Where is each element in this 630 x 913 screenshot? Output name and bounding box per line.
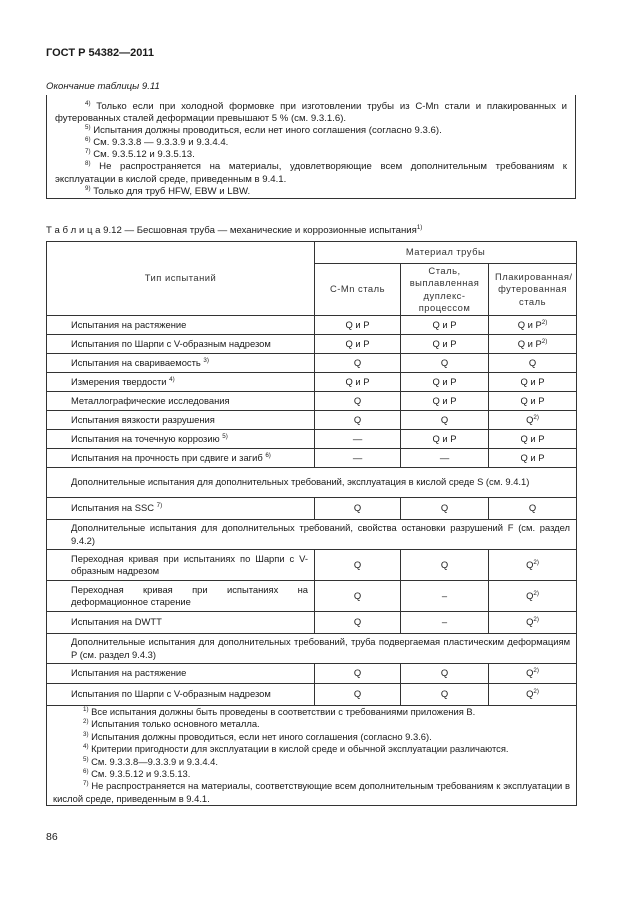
table-footnotes-row bbox=[47, 706, 577, 806]
footnote: $^{1)}$ Все испытания должны быть проведены в соответствии с требованиями приложения В. bbox=[83, 705, 476, 717]
section-row-s: Дополнительные испытания для дополнительных требований, эксплуатация в кислой среде S (см. 9.4.1) bbox=[47, 468, 577, 498]
section-row-p: Дополнительные испытания для дополнительных требований, труба подвергаемая пластическим деформациям P (см. раздел 9.4.3) bbox=[47, 634, 577, 664]
table-row: Металлографические исследования Q Q и P Q и P bbox=[47, 392, 577, 411]
page-number: 86 bbox=[46, 831, 58, 843]
section-row-f: Дополнительные испытания для дополнительных требований, свойства остановки разрушений F (см. раздел 9.4.2) bbox=[47, 520, 577, 550]
table-row: Испытания по Шарпи с V-образным надрезом Q Q $Q^{2)}$ bbox=[47, 684, 577, 706]
footnote: $^{2)}$ Испытания только основного металла. bbox=[83, 718, 260, 730]
table-row: Испытания на DWTT Q – $Q^{2)}$ bbox=[47, 612, 577, 634]
tests-table bbox=[46, 241, 577, 806]
footnote: $^{5)}$ См. 9.3.3.8—9.3.3.9 и 9.3.4.4. bbox=[83, 755, 218, 767]
footnote: $^{6)}$ См. 9.3.5.12 и 9.3.5.13. bbox=[83, 767, 191, 780]
header-clad-steel: Плакированная/футерованная сталь bbox=[489, 264, 577, 316]
table-row: Измерения твердости $^{4)}$ Q и P Q и P Q и P bbox=[47, 373, 577, 392]
previous-table-footnotes bbox=[46, 95, 576, 199]
footnote: $^{9)}$ Только для труб HFW, EBW и LBW. bbox=[85, 184, 251, 197]
table-row: Испытания на растяжение Q и P Q и P Q и $P^{2)}$ bbox=[47, 316, 577, 335]
footnote: $^{4)}$ Только если при холодной формовке при изготовлении трубы из C-Mn стали и плакированных и футерованных сталей деформации превышают 5 % (см. 9.3.1.6). bbox=[55, 99, 567, 125]
footnote: $^{7)}$ Не распространяется на материалы, соответствующие всем дополнительным требованиям к эксплуатации в кислой среде, приведенным в 9.4.1. bbox=[53, 780, 571, 804]
document-header: ГОСТ Р 54382—2011 bbox=[46, 47, 154, 59]
footnote: $^{6)}$ См. 9.3.3.8 — 9.3.3.9 и 9.3.4.4. bbox=[85, 136, 229, 149]
header-cmn-steel: C-Mn сталь bbox=[315, 264, 401, 316]
footnote: $^{3)}$ Испытания должны проводиться, если нет иного соглашения (согласно 9.3.6). bbox=[83, 730, 432, 742]
table-row: Переходная кривая при испытаниях по Шарпи с V-образным надрезом Q Q $Q^{2)}$ bbox=[47, 550, 577, 581]
header-duplex-steel: Сталь, выплавленная дуплекс-процессом bbox=[401, 264, 489, 316]
footnote: $^{4)}$ Критерии пригодности для эксплуатации в кислой среде и обычной эксплуатации различаются. bbox=[83, 743, 509, 755]
table-row: Испытания на свариваемость $^{3)}$ Q Q Q bbox=[47, 354, 577, 373]
table-row: Испытания на SSC $^{7)}$ Q Q Q bbox=[47, 498, 577, 520]
footnote: $^{7)}$ См. 9.3.5.12 и 9.3.5.13. bbox=[85, 148, 195, 161]
header-material: Материал трубы bbox=[315, 242, 577, 264]
table-row: Испытания по Шарпи с V-образным надрезом Q и P Q и P Q и $P^{2)}$ bbox=[47, 335, 577, 354]
table-continuation-label: Окончание таблицы 9.11 bbox=[46, 81, 160, 92]
table-row: Испытания на точечную коррозию $^{5)}$ — Q и P Q и P bbox=[47, 430, 577, 449]
table-caption: Т а б л и ц а 9.12 — Бесшовная труба — механические и коррозионные испытания$^{1)}$ bbox=[46, 223, 423, 236]
footnote: $^{5)}$ Испытания должны проводиться, если нет иного соглашения (согласно 9.3.6). bbox=[85, 124, 442, 137]
table-row: Испытания вязкости разрушения Q Q $Q^{2)}$ bbox=[47, 411, 577, 430]
table-row: Испытания на растяжение Q Q $Q^{2)}$ bbox=[47, 664, 577, 684]
header-test-type: Тип испытаний bbox=[47, 242, 315, 316]
table-row: Испытания на прочность при сдвиге и загиб $^{6)}$ — — Q и P bbox=[47, 449, 577, 468]
footnote: $^{8)}$ Не распространяется на материалы, удовлетворяющие всем дополнительным требованиям к эксплуатации в кислой среде, приведенным в 9.4.1. bbox=[55, 160, 567, 185]
table-row: Переходная кривая при испытаниях на деформационное старение Q – $Q^{2)}$ bbox=[47, 581, 577, 612]
